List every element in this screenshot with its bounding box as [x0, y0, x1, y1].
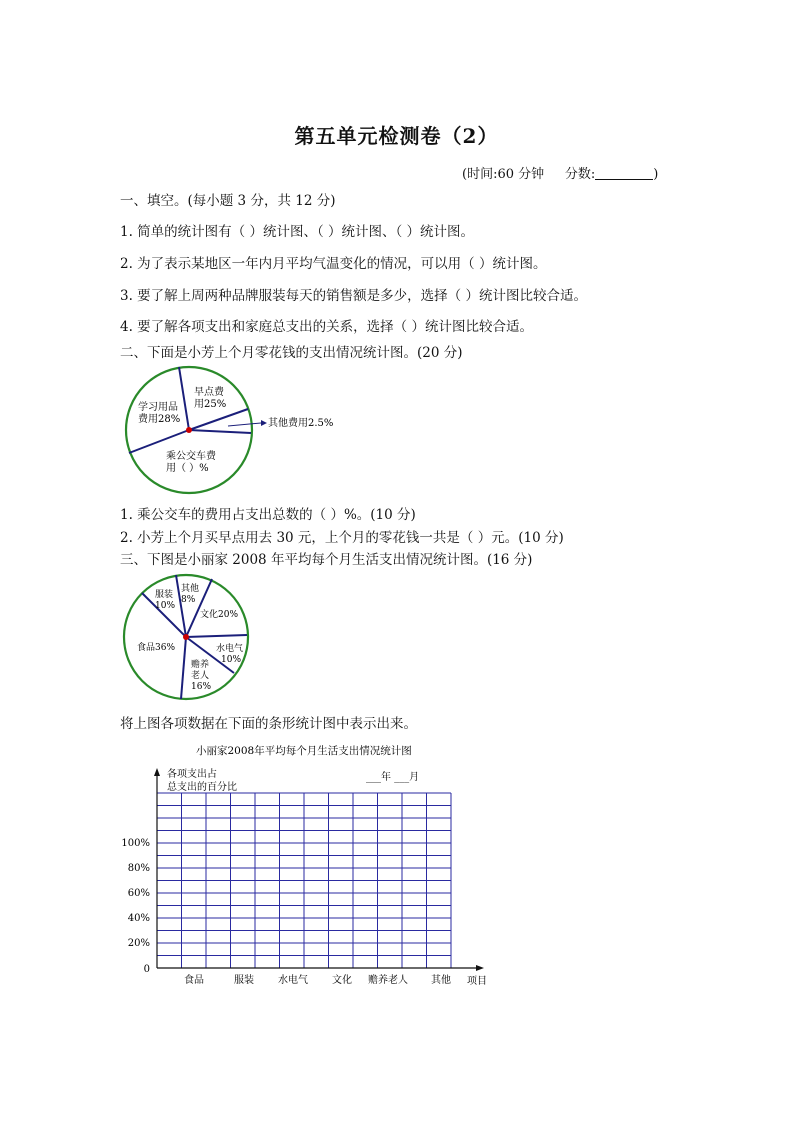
- pie1-label-bus-2: 用（ ）%: [166, 463, 209, 474]
- pie1-radius-right-lower: [189, 430, 251, 433]
- y-tick-label: 80%: [127, 863, 150, 874]
- pie1-pointer-arrow: [261, 420, 267, 426]
- x-axis-arrow: [476, 965, 484, 971]
- pie1-label-study-2: 费用28%: [138, 414, 181, 425]
- y-tick-label: 40%: [127, 913, 150, 924]
- pie1-radius-right-upper: [189, 409, 248, 430]
- page-title: 第五单元检测卷（2）: [294, 124, 499, 148]
- y-tick-label: 60%: [127, 888, 150, 899]
- pie2-label-culture: 文化20%: [200, 610, 239, 620]
- pie2-label-other-2: 8%: [181, 595, 196, 605]
- section3-instruction: 将上图各项数据在下面的条形统计图中表示出来。: [120, 716, 417, 732]
- pie2-center: [183, 634, 189, 640]
- x-category-label: 服装: [234, 975, 254, 986]
- section1-heading: 一、填空。(每小题 3 分，共 12 分): [120, 193, 336, 209]
- pie1-center: [186, 427, 192, 433]
- pie-chart-allowance: [120, 362, 360, 498]
- pie2-label-clothing-2: 10%: [155, 601, 176, 611]
- pie1-label-bus-1: 乘公交车费: [166, 451, 216, 462]
- score-label: 分数:: [564, 167, 596, 182]
- time-label: (时间:60 分钟: [462, 167, 545, 182]
- y-tick-label: 100%: [121, 838, 150, 849]
- section1-q3: 3. 要了解上周两种品牌服装每天的销售额是多少，选择（ ）统计图比较合适。: [120, 288, 587, 304]
- y-tick-labels: [121, 838, 150, 975]
- bar-chart-grid[interactable]: [120, 740, 500, 995]
- pie1-label-study-1: 学习用品: [138, 402, 178, 413]
- grid-ylabel-2: 总支出的百分比: [167, 782, 237, 793]
- score-blank[interactable]: [595, 167, 653, 180]
- x-category-label: 文化: [332, 975, 352, 986]
- pie2-label-clothing-1: 服装: [155, 590, 174, 600]
- section2-heading: 二、下面是小芳上个月零花钱的支出情况统计图。(20 分): [120, 345, 463, 361]
- section2-q2: 2. 小芳上个月买早点用去 30 元，上个月的零花钱一共是（ ）元。(10 分): [120, 530, 564, 546]
- y-tick-label: 0: [143, 964, 150, 975]
- pie2-label-elderly-3: 16%: [191, 682, 212, 692]
- x-category-labels: [184, 973, 451, 986]
- pie2-label-other-1: 其他: [181, 584, 200, 594]
- grid-lines[interactable]: [157, 793, 451, 968]
- pie1-radius-top: [179, 367, 189, 430]
- section2-q1: 1. 乘公交车的费用占支出总数的（ ）%。(10 分): [120, 507, 416, 523]
- section1-q2: 2. 为了表示某地区一年内月平均气温变化的情况，可以用（ ）统计图。: [120, 256, 547, 272]
- grid-date: ___年 ___月: [366, 772, 420, 783]
- pie2-label-food: 食品36%: [137, 643, 176, 653]
- pie1-label-other: 其他费用2.5%: [268, 418, 334, 429]
- section3-heading: 三、下图是小丽家 2008 年平均每个月生活支出情况统计图。(16 分): [120, 552, 533, 568]
- pie2-radius-right: [186, 635, 247, 637]
- x-category-label: 水电气: [278, 975, 308, 986]
- pie1-label-breakfast-2: 用25%: [194, 399, 227, 410]
- x-category-label: 食品: [184, 975, 204, 986]
- pie-chart-living-expenses: [120, 573, 260, 703]
- grid-ylabel-1: 各项支出占: [167, 769, 217, 780]
- section1-q4: 4. 要了解各项支出和家庭总支出的关系，选择（ ）统计图比较合适。: [120, 319, 533, 335]
- y-tick-label: 20%: [127, 938, 150, 949]
- pie2-label-elderly-1: 赡养: [191, 660, 210, 670]
- exam-meta: [462, 163, 658, 182]
- grid-title: 小丽家2008年平均每个月生活支出情况统计图: [196, 745, 412, 757]
- meta-close: ): [653, 167, 659, 182]
- pie2-label-utilities-1: 水电气: [216, 644, 244, 654]
- pie1-other-pointer: [228, 423, 261, 426]
- pie1-label-breakfast-1: 早点费: [194, 387, 224, 398]
- section1-q1: 1. 简单的统计图有（ ）统计图、（ ）统计图、（ ）统计图。: [120, 224, 475, 240]
- pie2-radius-bottom: [181, 637, 186, 699]
- pie2-label-elderly-2: 老人: [191, 671, 210, 681]
- x-category-label: 赡养老人: [368, 975, 408, 986]
- y-axis-arrow: [154, 768, 160, 776]
- x-category-label: 其他: [431, 975, 451, 986]
- grid-xlabel: 项目: [467, 976, 487, 987]
- pie2-label-utilities-2: 10%: [221, 655, 242, 665]
- pie1-radius-left: [129, 430, 189, 453]
